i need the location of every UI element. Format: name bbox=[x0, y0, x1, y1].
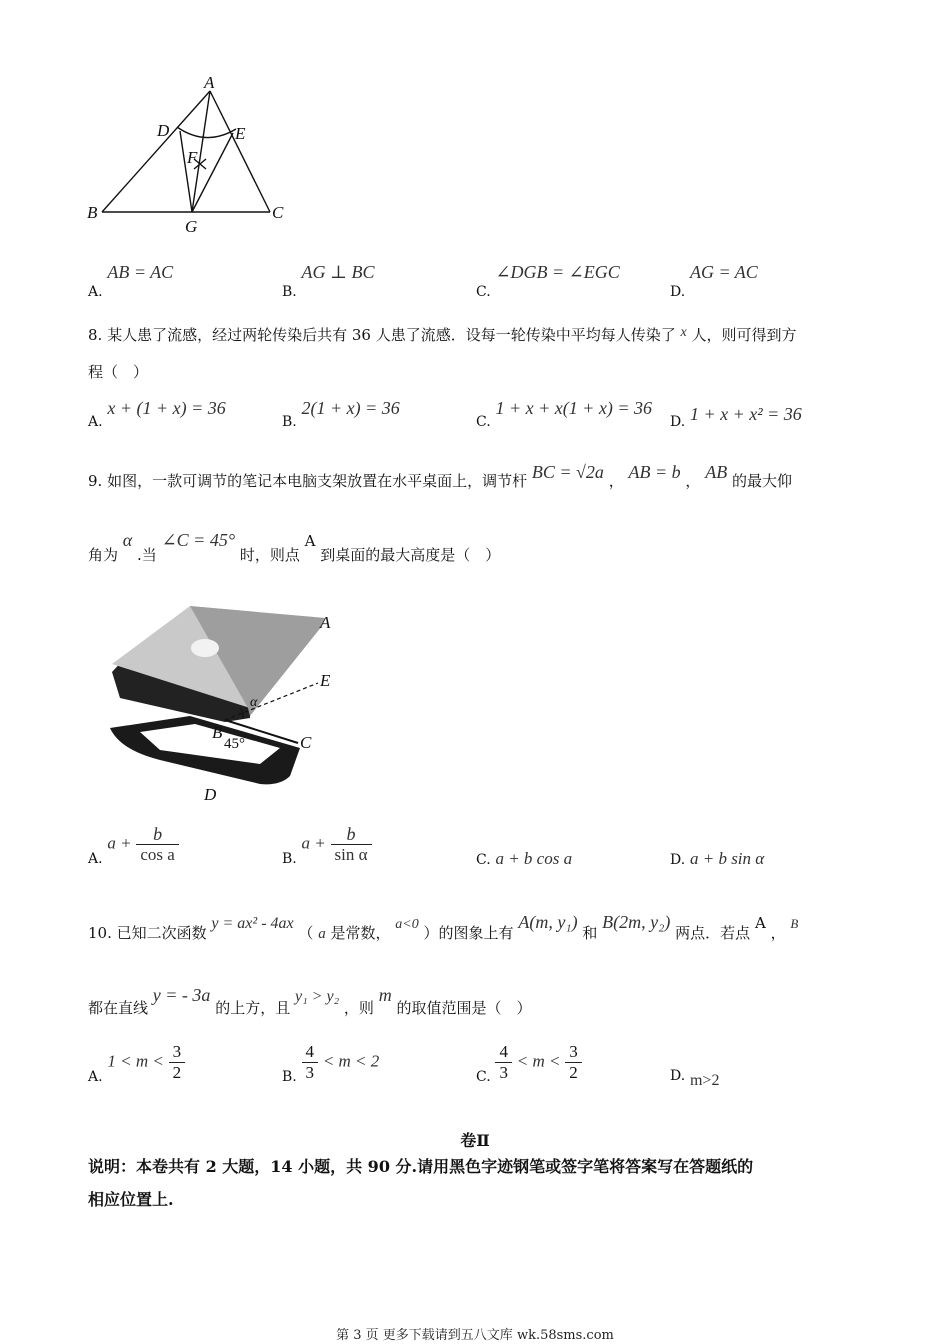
section-title: 卷Ⅱ bbox=[460, 1131, 490, 1150]
q9-stem-line1: 9. 如图，一款可调节的笔记本电脑支架放置在水平桌面上，调节杆 BC = √2a ， AB = b ， AB 的最大仰 bbox=[88, 462, 792, 490]
q9-option-a-fraction: $\frac{b}{\text{cos a}}$ bbox=[136, 824, 178, 865]
q9-label-45: 45° bbox=[224, 736, 245, 752]
q9-option-a[interactable]: A. a + $\frac{b}{\text{cos a}}$ bbox=[88, 824, 179, 865]
q7-option-c-expr: ∠DGB = ∠EGC bbox=[495, 262, 620, 282]
q10-option-b[interactable]: B. $\frac{4}{3}$ < m < 2 bbox=[282, 1042, 380, 1085]
q9-option-b-fraction: $\frac{b}{\text{sin α}}$ bbox=[331, 824, 372, 865]
q7-label-c: C bbox=[272, 203, 284, 222]
q7-label-b: B bbox=[87, 203, 98, 222]
q9-option-c[interactable]: C. a + b cos a bbox=[476, 849, 573, 868]
q10-stem-line2: 都在直线 y = - 3a 的上方，且 y₁ > y₂ ，则 m 的取值范围是（ ） bbox=[88, 985, 532, 1017]
q10-function: y = ax² - 4ax bbox=[211, 915, 294, 932]
q10-point-a: A(m, y₁) bbox=[518, 912, 578, 932]
q10-line-eq: y = - 3a bbox=[152, 985, 211, 1005]
q7-option-a[interactable]: A. AB = AC bbox=[88, 262, 174, 300]
q7-label-g: G bbox=[185, 217, 198, 236]
q8-option-c[interactable]: C. 1 + x + x(1 + x) = 36 bbox=[476, 398, 652, 430]
q7-label-e: E bbox=[235, 124, 246, 143]
q7-label-a: A bbox=[204, 75, 215, 92]
q8-option-b[interactable]: B. 2(1 + x) = 36 bbox=[282, 398, 400, 430]
q9-label-e: E bbox=[320, 671, 331, 690]
q7-option-d[interactable]: D. AG = AC bbox=[670, 262, 758, 300]
q7-label-f: F bbox=[187, 148, 198, 167]
q8-var-x: x bbox=[680, 325, 687, 340]
q10-option-a[interactable]: A. 1 < m < $\frac{3}{2}$ bbox=[88, 1042, 185, 1083]
q7-label-d: D bbox=[157, 121, 170, 140]
q10-inequality: y₁ > y₂ bbox=[295, 988, 340, 1005]
q9-bc-expr: BC = √2a bbox=[531, 462, 604, 482]
q8-stem-line2: 程（ ） bbox=[88, 363, 149, 381]
q9-angle-c: ∠C = 45° bbox=[161, 530, 236, 550]
q9-stem-line2: 角为 α .当 ∠C = 45° 时，则点 A 到桌面的最大高度是（ ） bbox=[88, 530, 501, 564]
q7-option-a-expr: AB = AC bbox=[107, 262, 174, 282]
q7-option-c[interactable]: C. ∠DGB = ∠EGC bbox=[476, 262, 620, 300]
q10-stem-line1: 10. 已知二次函数 y = ax² - 4ax （ a 是常数， a<0 ）的图象上有 A(m, y₁) 和 B(2m, y₂) 两点．若点 A ， B bbox=[88, 912, 799, 942]
q9-label-alpha: α bbox=[250, 695, 258, 710]
q8-stem-line1: 8. 某人患了流感，经过两轮传染后共有 36 人患了流感．设每一轮传染中平均每人传染了 x 人，则可得到方 bbox=[88, 325, 797, 344]
q9-label-c: C bbox=[300, 733, 312, 752]
q8-option-d[interactable]: D. 1 + x + x² = 36 bbox=[670, 404, 802, 430]
q7-option-b-expr: AG ⊥ BC bbox=[301, 262, 375, 282]
q8-option-a[interactable]: A. x + (1 + x) = 36 bbox=[88, 398, 226, 430]
q9-ab-expr: AB = b bbox=[628, 462, 681, 482]
q7-option-b[interactable]: B. AG ⊥ BC bbox=[282, 262, 375, 300]
q7-option-d-expr: AG = AC bbox=[689, 262, 758, 282]
page-footer: 第 3 页 更多下载请到五八文库 wk.58sms.com bbox=[336, 1328, 614, 1343]
q10-option-d[interactable]: D. m>2 bbox=[670, 1068, 720, 1089]
q9-label-b: B bbox=[212, 723, 223, 742]
q9-option-d[interactable]: D. a + b sin α bbox=[670, 849, 765, 868]
q10-point-b: B(2m, y₂) bbox=[602, 912, 671, 932]
q9-alpha: α bbox=[122, 530, 133, 550]
q7-triangle-figure bbox=[80, 75, 300, 240]
section-note-line2: 相应位置上. bbox=[88, 1190, 174, 1209]
q9-option-b[interactable]: B. a + $\frac{b}{\text{sin α}}$ bbox=[282, 824, 372, 865]
q9-label-d: D bbox=[204, 785, 217, 804]
section-note-line1: 说明：本卷共有 2 大题，14 小题，共 90 分.请用黑色字迹钢笔或签字笔将答案写在答题纸的 bbox=[88, 1157, 754, 1176]
q9-label-a: A bbox=[320, 613, 331, 632]
q10-option-c[interactable]: C. $\frac{4}{3}$ < m < $\frac{3}{2}$ bbox=[476, 1042, 582, 1083]
q9-laptop-stand-figure bbox=[100, 598, 350, 808]
